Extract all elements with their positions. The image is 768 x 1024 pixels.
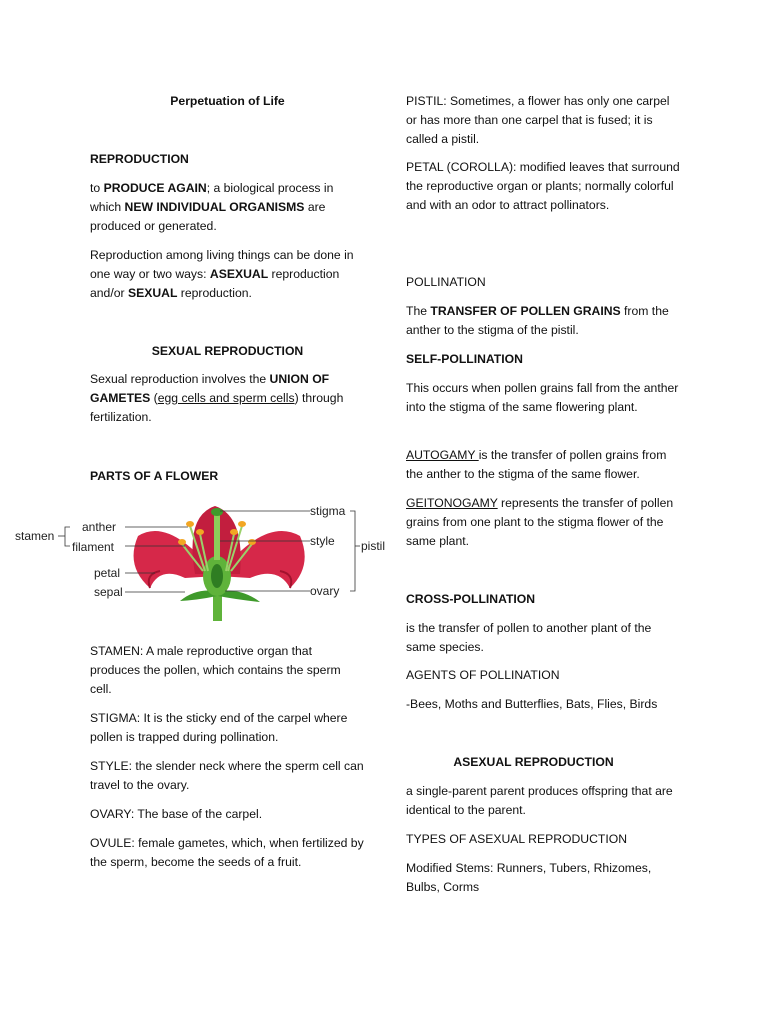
heading-pollination: POLLINATION <box>406 275 486 289</box>
reproduction-definition: to PRODUCE AGAIN; a biological process in which NEW INDIVIDUAL ORGANISMS are produced or generated. <box>90 181 334 233</box>
label-sepal: sepal <box>94 585 123 599</box>
label-pistil: pistil <box>361 539 386 553</box>
stigma-shape <box>211 508 223 516</box>
heading-sexual-reproduction: SEXUAL REPRODUCTION <box>151 344 304 358</box>
modified-stems: Modified Stems: Runners, Tubers, Rhizomes, Bulbs, Corms <box>406 861 652 894</box>
types-heading: TYPES OF ASEXUAL REPRODUCTION <box>406 832 627 846</box>
ovule-definition: OVULE: female gametes, which, when fertilized by the sperm, become the seeds of a fruit. <box>90 836 364 869</box>
label-stigma: stigma <box>310 504 346 518</box>
heading-reproduction: REPRODUCTION <box>90 152 189 166</box>
label-anther: anther <box>82 520 117 534</box>
page-title: Perpetuation of Life <box>170 94 285 108</box>
stigma-definition: STIGMA: It is the sticky end of the carpel where pollen is trapped during pollination. <box>90 711 348 744</box>
agents-heading: AGENTS OF POLLINATION <box>406 668 560 682</box>
heading-asexual-reproduction: ASEXUAL REPRODUCTION <box>453 755 614 769</box>
heading-self-pollination: SELF-POLLINATION <box>406 352 523 366</box>
reproduction-ways: Reproduction among living things can be done in one way or two ways: ASEXUAL reproduction and/or SEXUAL reproduction. <box>90 248 354 300</box>
style-shape <box>214 514 220 560</box>
geitonogamy-definition: GEITONOGAMY represents the transfer of pollen grains from one plant to the stigma flower of the same plant. <box>406 496 674 548</box>
label-filament: filament <box>72 540 115 554</box>
self-pollination-definition: This occurs when pollen grains fall from the anther into the stigma of the same flowering plant. <box>406 381 679 414</box>
pistil-definition: PISTIL: Sometimes, a flower has only one carpel or has more than one carpel that is fused; it is called a pistil. <box>406 94 670 146</box>
petal-definition: PETAL (COROLLA): modified leaves that surround the reproductive organ or plants; normally colorful and with an odor to attract pollinators. <box>406 160 680 212</box>
cross-pollination-definition: is the transfer of pollen to another plant of the same species. <box>406 621 652 654</box>
agents-list: -Bees, Moths and Butterflies, Bats, Flies, Birds <box>406 697 658 711</box>
label-stamen: stamen <box>15 529 55 543</box>
stamen-definition: STAMEN: A male reproductive organ that produces the pollen, which contains the sperm cell. <box>90 644 341 696</box>
autogamy-definition: AUTOGAMY is the transfer of pollen grains from the anther to the stigma of the same flower. <box>406 448 667 481</box>
flower-diagram <box>10 496 395 626</box>
style-definition: STYLE: the slender neck where the sperm cell can travel to the ovary. <box>90 759 364 792</box>
ovary-definition: OVARY: The base of the carpel. <box>90 807 263 821</box>
pollination-definition: The TRANSFER OF POLLEN GRAINS from the anther to the stigma of the pistil. <box>406 304 669 337</box>
heading-parts-of-flower: PARTS OF A FLOWER <box>90 469 219 483</box>
label-petal: petal <box>94 566 121 580</box>
label-ovary: ovary <box>310 584 340 598</box>
heading-cross-pollination: CROSS-POLLINATION <box>406 592 536 606</box>
sexual-definition: Sexual reproduction involves the UNION OF GAMETES (egg cells and sperm cells) through fertilization. <box>90 372 344 424</box>
asexual-definition: a single-parent parent produces offspring that are identical to the parent. <box>406 784 673 817</box>
label-style: style <box>310 534 335 548</box>
